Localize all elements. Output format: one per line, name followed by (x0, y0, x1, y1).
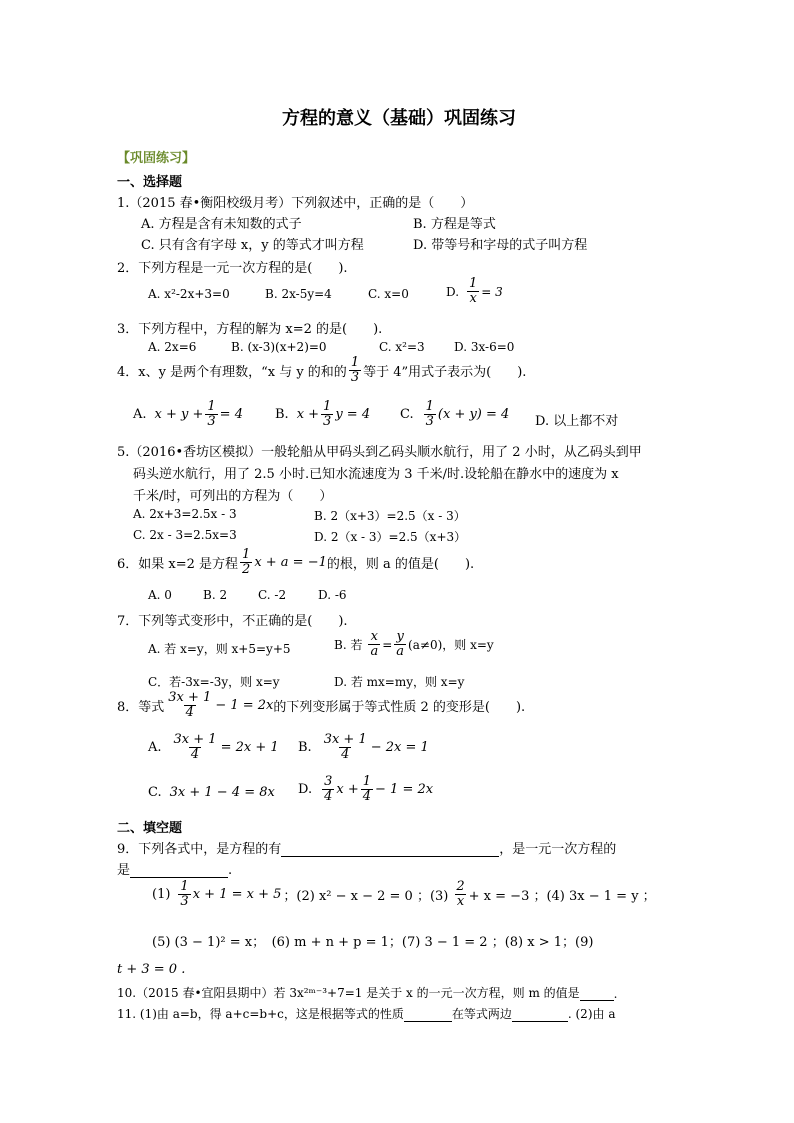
q7-option-b-fraction-left (368, 630, 380, 659)
fraction-numerator: 3x + 1 (168, 690, 212, 705)
q2-option-c: C. x=0 (368, 287, 409, 301)
q8-option-a-tail: = 2x + 1 (220, 740, 279, 755)
q8-option-d-fraction-1 (322, 775, 334, 804)
q9-line-2-end: . (228, 863, 233, 878)
q11-pre: 11. (1)由 a=b，得 a+c=b+c，这是根据等式的性质 (117, 1007, 404, 1021)
fraction-numerator: 1 (207, 399, 216, 414)
q9-line-1-pre: 9．下列各式中，是方程的有 (117, 842, 282, 857)
fraction-denominator: 3 (425, 414, 434, 429)
q7-option-b-tail: (a≠0)，则 x=y (408, 638, 494, 652)
q4-option-b-tail: y = 4 (335, 407, 371, 422)
q2-option-d-rest: = 3 (481, 284, 503, 299)
page-title: 方程的意义（基础）巩固练习 (282, 108, 516, 129)
q9-item-3-tail: + x = −3 ；(4) 3x − 1 = y ； (468, 889, 656, 904)
q6-stem-post: 的根，则 a 的值是( ). (326, 557, 475, 572)
q7-option-a: A. 若 x=y，则 x+5=y+5 (148, 642, 291, 656)
q4-option-b-expr: x + (296, 407, 320, 422)
q9-line-1-post: ，是一元一次方程的 (499, 842, 617, 857)
q5-option-a: A. 2x+3=2.5x - 3 (133, 507, 237, 521)
fraction-numerator: 1 (469, 276, 478, 291)
q8-option-b-tail: − 2x = 1 (370, 740, 429, 755)
q5-line-1: 5.（2016•香坊区模拟）一般轮船从甲码头到乙码头顺水航行，用了 2 小时，从乙码头到甲 (117, 445, 642, 460)
q5-line-3: 千米/时，可列出的方程为（ ） (133, 489, 333, 504)
q4-option-c-tail: (x + y) = 4 (437, 407, 510, 422)
q8-stem-post: 的下列变形属于等式性质 2 的变形是( ). (273, 700, 526, 715)
q4-stem-post: 等于 4”用式子表示为( ). (363, 365, 527, 380)
q6-stem (117, 548, 474, 577)
q9-line-2-pre: 是 (117, 863, 131, 878)
section-bracket-label: 【巩固练习】 (117, 151, 196, 166)
q4-option-b (275, 400, 370, 429)
fraction-denominator: 4 (324, 789, 333, 804)
fraction-denominator: a (396, 644, 405, 659)
q8-option-d-label: D. (298, 782, 313, 797)
fraction-numerator: 1 (350, 355, 360, 370)
q9-item-1-label: (1) (152, 887, 171, 902)
q9-answer-blank-2[interactable] (130, 865, 228, 878)
fraction-numerator: y (396, 629, 404, 644)
q7-option-b-label: B. 若 (334, 638, 363, 652)
q9-formulas-row-2: (5) (3 − 1)² = x； (6) m + n + p = 1；(7) 3 − 1 = 2 ；(8) x > 1；(9) (152, 935, 594, 950)
q1-option-c: C. 只有含有字母 x，y 的等式才叫方程 (141, 238, 364, 253)
q9-line-1 (117, 838, 616, 857)
q8-option-b (298, 733, 429, 762)
q4-stem (117, 356, 526, 385)
q4-option-a-expr: x + y + (154, 407, 204, 422)
q6-option-d: D. -6 (318, 588, 347, 602)
q1-option-b: B. 方程是等式 (413, 217, 496, 232)
q4-option-c (400, 400, 509, 429)
fraction-numerator: 1 (323, 399, 332, 414)
q10-stem: 10.（2015 春•宜阳县期中）若 3x²ᵐ⁻³+7=1 是关于 x 的一元一次方程，则 m 的值是 (117, 986, 580, 1000)
q7-option-b-fraction-right (394, 630, 406, 659)
q3-option-d: D. 3x-6=0 (454, 340, 515, 354)
q7-option-c: C．若-3x=-3y，则 x=y (148, 675, 280, 689)
section-fill-heading: 二、填空题 (117, 821, 183, 836)
q2-option-d (446, 277, 503, 306)
q8-option-d-fraction-2 (361, 775, 373, 804)
q10-text (117, 984, 617, 1001)
q6-stem-pre: 6．如果 x=2 是方程 (117, 557, 239, 572)
q10-end: . (613, 987, 618, 1001)
q4-option-b-label: B. (275, 407, 289, 422)
fraction-denominator: 3 (350, 370, 360, 385)
q8-stem-fraction (166, 691, 213, 720)
q9-line-2 (117, 859, 232, 878)
q5-option-b: B. 2（x+3）=2.5（x - 3） (314, 509, 466, 523)
fraction-denominator: 4 (190, 747, 200, 762)
q4-option-c-label: C. (400, 407, 414, 422)
fraction-denominator: x (456, 894, 465, 909)
q2-stem: 2．下列方程是一元一次方程的是( ). (117, 261, 348, 276)
fraction-denominator: 4 (341, 747, 350, 762)
q9-formulas-row-3: t + 3 = 0 . (117, 962, 186, 977)
q10-answer-blank[interactable] (580, 988, 614, 1001)
q2-option-b: B. 2x-5y=4 (265, 287, 332, 301)
fraction-denominator: 4 (362, 789, 372, 804)
q11-answer-blank-2[interactable] (512, 1009, 568, 1022)
q9-item-1-fraction (178, 880, 190, 909)
fraction-denominator: 2 (242, 562, 251, 577)
q8-option-a-fraction (172, 733, 219, 762)
q5-option-c: C. 2x - 3=2.5x=3 (133, 528, 237, 542)
q4-option-a (133, 400, 243, 429)
fraction-numerator: 1 (425, 399, 434, 414)
q4-stem-pre: 4．x、y 是两个有理数，“x 与 y 的和的 (117, 365, 347, 380)
q7-option-b (334, 630, 494, 659)
q8-stem-mid: − 1 = 2x (215, 698, 274, 713)
q4-option-c-fraction (424, 400, 436, 429)
q6-stem-expr: x + a = −1 (254, 555, 327, 570)
q4-option-b-fraction (321, 400, 333, 429)
q8-option-b-fraction (322, 733, 369, 762)
q4-option-d: D. 以上都不对 (535, 414, 619, 429)
fraction-denominator: 3 (207, 414, 216, 429)
q11-answer-blank-1[interactable] (404, 1009, 452, 1022)
q9-item-2: ；(2) x² − x − 2 = 0 ；(3) (283, 889, 449, 904)
fraction-denominator: 3 (323, 414, 332, 429)
section-choice-heading: 一、选择题 (117, 175, 183, 190)
q8-option-c (148, 785, 275, 800)
q8-option-d-tail: − 1 = 2x (375, 782, 434, 797)
fraction-numerator: 1 (180, 879, 189, 894)
q8-option-c-expr: 3x + 1 − 4 = 8x (169, 785, 275, 800)
q8-option-a (148, 733, 279, 762)
q7-option-d: D. 若 mx=my，则 x=y (334, 675, 465, 689)
q9-formulas-row-1 (152, 880, 656, 909)
q3-option-a: A. 2x=6 (148, 340, 197, 354)
q5-line-2: 码头逆水航行，用了 2.5 小时.已知水流速度为 3 千米/时.设轮船在静水中的速度为 x (133, 467, 619, 482)
q1-option-a: A. 方程是含有未知数的式子 (141, 217, 302, 232)
q2-option-d-fraction (467, 277, 479, 306)
fraction-numerator: 3x + 1 (173, 732, 217, 747)
fraction-numerator: 1 (362, 774, 372, 789)
q8-option-d (298, 775, 433, 804)
q6-option-b: B. 2 (203, 588, 228, 602)
q11-mid: 在等式两边 (451, 1007, 512, 1021)
q9-answer-blank-1[interactable] (281, 844, 499, 857)
fraction-numerator: 3 (324, 774, 333, 789)
q8-stem (117, 691, 525, 720)
q8-stem-pre: 8．等式 (117, 700, 165, 715)
q3-stem: 3．下列方程中，方程的解为 x=2 的是( ). (117, 322, 383, 337)
q3-option-b: B. (x-3)(x+2)=0 (231, 340, 327, 354)
fraction-denominator: a (370, 644, 379, 659)
q1-stem: 1.（2015 春•衡阳校级月考）下列叙述中，正确的是（ ） (117, 196, 474, 211)
fraction-numerator: 3x + 1 (323, 732, 367, 747)
q2-option-a: A. x²-2x+3=0 (148, 287, 230, 301)
q11-post: . (2)由 a (567, 1007, 616, 1021)
q5-option-d: D. 2（x - 3）=2.5（x+3） (314, 530, 467, 544)
q9-item-1-tail: x + 1 = x + 5 (192, 887, 282, 902)
q8-option-c-label: C. (148, 785, 162, 800)
q11-text (117, 1005, 615, 1022)
q4-option-a-label: A. (133, 407, 147, 422)
q8-option-b-label: B. (298, 740, 312, 755)
fraction-denominator: 4 (185, 705, 194, 720)
q7-stem: 7．下列等式变形中，不正确的是( ). (117, 614, 348, 629)
q8-option-d-mid: x + (336, 782, 359, 797)
fraction-numerator: 2 (456, 879, 465, 894)
q1-option-d: D. 带等号和字母的式子叫方程 (413, 238, 588, 253)
q6-stem-fraction (240, 548, 252, 577)
fraction-numerator: 1 (242, 547, 251, 562)
q4-option-a-tail: = 4 (219, 407, 243, 422)
q4-option-a-fraction (205, 400, 217, 429)
fraction-denominator: 3 (180, 894, 189, 909)
q6-option-a: A. 0 (148, 588, 172, 602)
q9-item-3-fraction (454, 880, 466, 909)
q6-option-c: C. -2 (258, 588, 287, 602)
fraction-denominator: x (469, 291, 477, 306)
q7-option-b-equals: = (382, 637, 393, 652)
q3-option-c: C. x²=3 (379, 340, 425, 354)
fraction-numerator: x (370, 629, 378, 644)
q2-option-d-label: D. (446, 284, 460, 299)
q8-option-a-label: A. (148, 740, 162, 755)
q4-stem-fraction (349, 356, 361, 385)
